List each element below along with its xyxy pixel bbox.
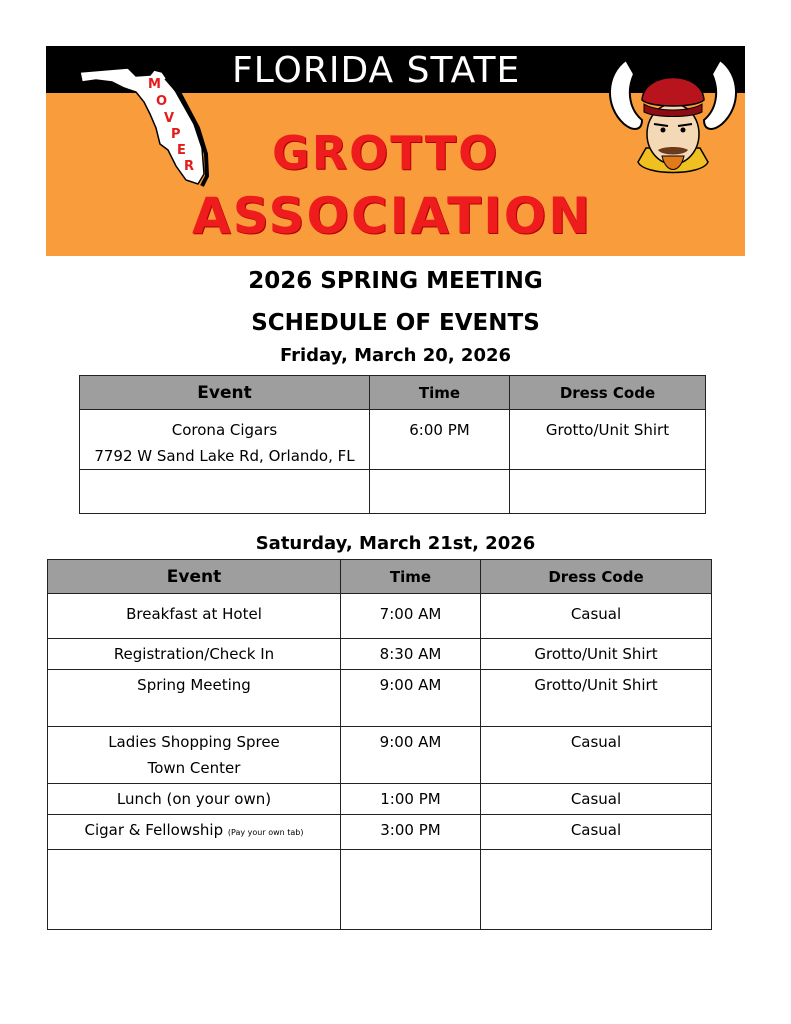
time-cell: 9:00 AM (341, 727, 481, 784)
table-row (48, 815, 712, 850)
dress-code-cell: Grotto/Unit Shirt (481, 670, 712, 727)
event-cell (48, 727, 341, 784)
logo-letter-e: E (177, 143, 186, 158)
grotto-mascot-icon (604, 52, 742, 184)
table-row (48, 727, 712, 784)
event-cell (80, 470, 370, 514)
event-cell: Lunch (on your own) (48, 784, 341, 815)
banner-state-text: FLORIDA STATE (232, 50, 521, 91)
event-note: (Pay your own tab) (227, 828, 304, 837)
time-cell: 3:00 PM (341, 815, 481, 850)
dress-code-cell: Casual (481, 727, 712, 784)
dress-code-column-header: Dress Code (481, 560, 712, 594)
logo-letter-p: P (171, 127, 181, 142)
dress-code-column-header: Dress Code (510, 376, 706, 410)
time-cell: 8:30 AM (341, 639, 481, 670)
dress-code-cell: Grotto/Unit Shirt (481, 639, 712, 670)
time-cell (341, 850, 481, 930)
table-row-empty (48, 850, 712, 930)
logo-letter-r: R (184, 159, 195, 174)
friday-date-heading: Friday, March 20, 2026 (279, 345, 512, 366)
event-cell (80, 410, 370, 470)
time-cell: 7:00 AM (341, 594, 481, 639)
table-row (48, 670, 712, 727)
event-column-header: Event (80, 376, 370, 410)
event-location: Town Center (147, 759, 241, 777)
dress-code-cell: Casual (481, 815, 712, 850)
event-column-header: Event (48, 560, 341, 594)
table-row (48, 639, 712, 670)
logo-letter-o: O (156, 94, 168, 109)
event-name: Cigar & Fellowship (84, 821, 224, 839)
table-row-empty (80, 470, 706, 514)
table-row (48, 594, 712, 639)
event-cell (48, 850, 341, 930)
banner-association-text: ASSOCIATION (192, 187, 593, 245)
time-cell: 1:00 PM (341, 784, 481, 815)
dress-code-cell: Casual (481, 594, 712, 639)
time-cell: 6:00 PM (370, 410, 510, 470)
time-column-header: Time (370, 376, 510, 410)
event-cell (48, 815, 341, 850)
florida-movper-logo (76, 58, 216, 188)
table-row (48, 784, 712, 815)
event-name: Ladies Shopping Spree (108, 733, 280, 751)
table-header-row (80, 376, 706, 410)
table-header-row (48, 560, 712, 594)
event-name: Corona Cigars (171, 421, 278, 439)
logo-letter-m: M (148, 77, 161, 92)
event-cell: Registration/Check In (48, 639, 341, 670)
event-cell: Spring Meeting (48, 670, 341, 727)
event-address: 7792 W Sand Lake Rd, Orlando, FL (94, 447, 355, 465)
time-cell: 9:00 AM (341, 670, 481, 727)
table-row (80, 410, 706, 470)
friday-schedule-table (79, 375, 706, 514)
header-banner (46, 46, 745, 256)
time-column-header: Time (341, 560, 481, 594)
logo-letter-v: V (164, 111, 175, 126)
dress-code-cell (481, 850, 712, 930)
dress-code-cell: Casual (481, 784, 712, 815)
saturday-schedule-table (47, 559, 712, 930)
banner-grotto-text: GROTTO (272, 126, 500, 180)
page-title: 2026 SPRING MEETING (248, 268, 543, 294)
time-cell (370, 470, 510, 514)
dress-code-cell: Grotto/Unit Shirt (510, 410, 706, 470)
dress-code-cell (510, 470, 706, 514)
event-cell: Breakfast at Hotel (48, 594, 341, 639)
page-subtitle: SCHEDULE OF EVENTS (251, 310, 540, 336)
saturday-date-heading: Saturday, March 21st, 2026 (255, 533, 536, 554)
